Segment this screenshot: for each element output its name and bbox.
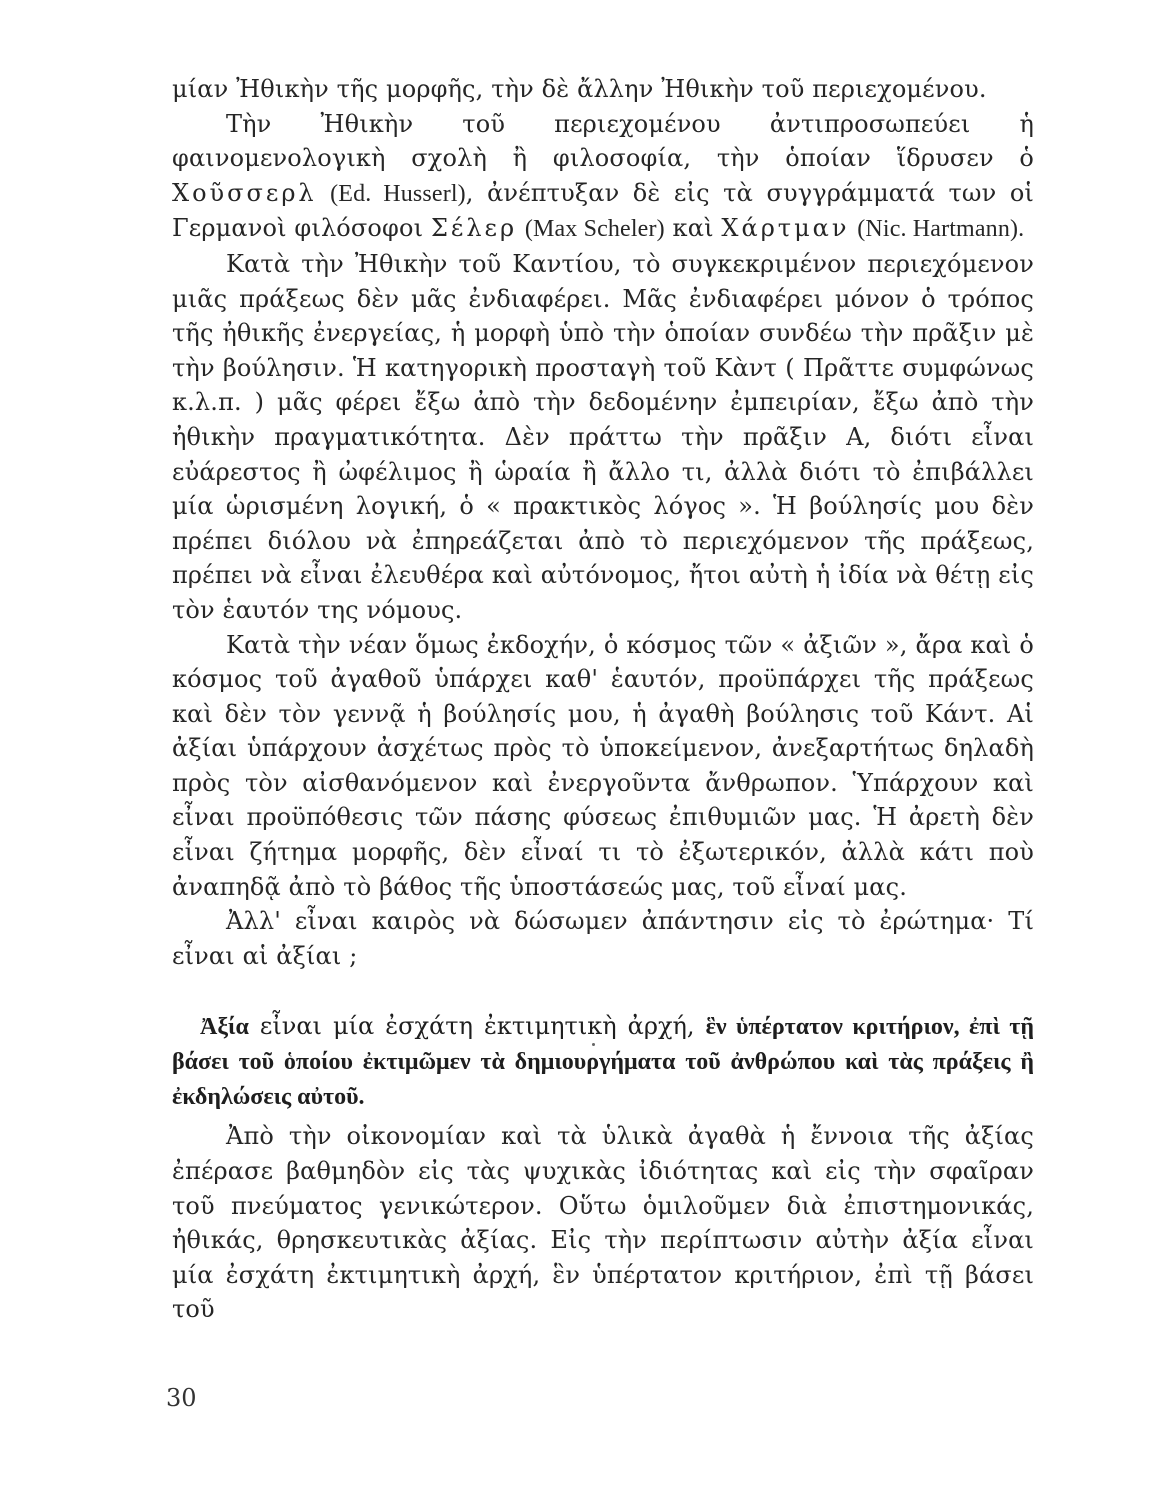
paragraph-2-text-b: , ἀνέπτυξαν δὲ εἰς τὰ συγγράμματά των οἱ Γερμανοὶ φιλόσοφοι bbox=[172, 178, 1034, 243]
paragraph-3: Κατὰ τὴν Ἠθικὴν τοῦ Καντίου, τὸ συγκεκριμένον περιεχόμενον μιᾶς πράξεως δὲν μᾶς ἐνδιαφέρει. Μᾶς ἐνδιαφέρει μόνον ὁ τρόπος τῆς ἠθικῆς ἐνεργείας, ἡ μορφὴ ὑπὸ τὴν ὁποίαν συνδέω τὴν πρᾶξιν μὲ τὴν βούλησιν. Ἡ κατηγορικὴ προσταγὴ τοῦ Κὰντ ( Πρᾶττε συμφώνως κ.λ.π. ) μᾶς φέρει ἔξω ἀπὸ τὴν δεδομένην ἐμπειρίαν, ἔξω ἀπὸ τὴν ἠθικὴν πραγματικότητα. Δὲν πράττω τὴν πρᾶξιν Α, διότι εἶναι εὐάρεστος ἢ ὠφέλιμος ἢ ὡραία ἢ ἄλλο τι, ἀλλὰ διότι τὸ ἐπιβάλλει μία ὡρισμένη λογική, ὁ « πρακτικὸς λόγος ». Ἡ βούλησίς μου δὲν πρέπει διόλου νὰ ἐπηρεάζεται ἀπὸ τὸ περιεχόμενον τῆς πράξεως, πρέπει νὰ εἶναι ἐλευθέρα καὶ αὐτόνομος, ἤτοι αὐτὴ ἡ ἰδία νὰ θέτῃ εἰς τὸν ἑαυτόν της νόμους. bbox=[172, 249, 1034, 624]
definition-light-text: εἶναι μία ἐσχάτη ἐκτιμητικὴ ἀρχή, bbox=[248, 1012, 706, 1041]
page-body bbox=[172, 72, 1034, 1327]
name-husserl-latin: (Ed. Husserl) bbox=[330, 180, 466, 207]
page-number: 30 bbox=[166, 1384, 197, 1412]
paragraph-6: Ἀπὸ τὴν οἰκονομίαν καὶ τὰ ὑλικὰ ἀγαθὰ ἡ ἔννοια τῆς ἀξίας ἐπέρασε βαθμηδὸν εἰς τὰς ψυχικὰς ἰδιότητας καὶ εἰς τὴν σφαῖραν τοῦ πνεύματος γενικώτερον. Οὕτω ὁμιλοῦμεν διὰ ἐπιστημονικάς, ἠθικάς, θρησκευτικὰς ἀξίας. Εἰς τὴν περίπτωσιν αὐτὴν ἀξία εἶναι μία ἐσχάτη ἐκτιμητικὴ ἀρχή, ἓν ὑπέρτατον κριτήριον, ἐπὶ τῇ βάσει τοῦ bbox=[172, 1122, 1034, 1324]
name-scheler-greek: Σέλερ bbox=[430, 214, 518, 243]
paragraph-2-text-a: Τὴν Ἠθικὴν τοῦ περιεχομένου ἀντιπροσωπεύει ἡ φαινομενολογικὴ σχολὴ ἢ φιλοσοφία, τὴν ὁποίαν ἵδρυσεν ὁ bbox=[172, 109, 1034, 173]
value-definition bbox=[172, 1009, 1034, 1115]
paragraph-5: Ἀλλ' εἶναι καιρὸς νὰ δώσωμεν ἀπάντησιν εἰς τὸ ἐρώτημα· Τί εἶναι αἱ ἀξίαι ; bbox=[172, 907, 1034, 970]
paragraph-1: μίαν Ἠθικὴν τῆς μορφῆς, τὴν δὲ ἄλλην Ἠθικὴν τοῦ περιεχομένου. bbox=[172, 75, 987, 103]
paragraph-4: Κατὰ τὴν νέαν ὅμως ἐκδοχήν, ὁ κόσμος τῶν « ἀξιῶν », ἄρα καὶ ὁ κόσμος τοῦ ἀγαθοῦ ὑπάρχει καθ' ἑαυτόν, προϋπάρχει τῆς πράξεως καὶ δὲν τὸν γεννᾷ ἡ βούλησίς μου, ἡ ἀγαθὴ βούλησις τοῦ Κάντ. Αἱ ἀξίαι ὑπάρχουν ἀσχέτως πρὸς τὸ ὑποκείμενον, ἀνεξαρτήτως δηλαδὴ πρὸς τὸν αἰσθανόμενον καὶ ἐνεργοῦντα ἄνθρωπον. Ὑπάρχουν καὶ εἶναι προϋπόθεσις τῶν πάσης φύσεως ἐπιθυμιῶν μας. Ἡ ἀρετὴ δὲν εἶναι ζήτημα μορφῆς, δὲν εἶναί τι τὸ ἐξωτερικόν, ἀλλὰ κάτι ποὺ ἀναπηδᾷ ἀπὸ τὸ βάθος τῆς ὑποστάσεώς μας, τοῦ εἶναί μας. bbox=[172, 630, 1034, 901]
name-hartmann-greek: Χάρτμαν bbox=[721, 214, 850, 243]
paragraph-2-text-c: καὶ bbox=[664, 214, 722, 243]
name-scheler-latin: (Max Scheler) bbox=[524, 216, 665, 243]
definition-bold-text: ἓν ὑπέρτατον κριτήριον, ἐπὶ τῇ βάσει τοῦ ὁποίου ἐκτιμῶμεν τὰ δημιουργήματα τοῦ ἀνθρώπου καὶ τὰς πράξεις ἢ ἐκδηλώσεις αὐτοῦ. bbox=[172, 1014, 1034, 1111]
stray-dot-mark bbox=[592, 1043, 595, 1046]
paragraph-2 bbox=[172, 107, 1034, 247]
name-husserl-greek: Χοῦσσερλ bbox=[172, 178, 317, 207]
name-hartmann-latin: (Nic. Hartmann). bbox=[857, 216, 1025, 243]
definition-term: Ἀξία bbox=[200, 1014, 249, 1041]
